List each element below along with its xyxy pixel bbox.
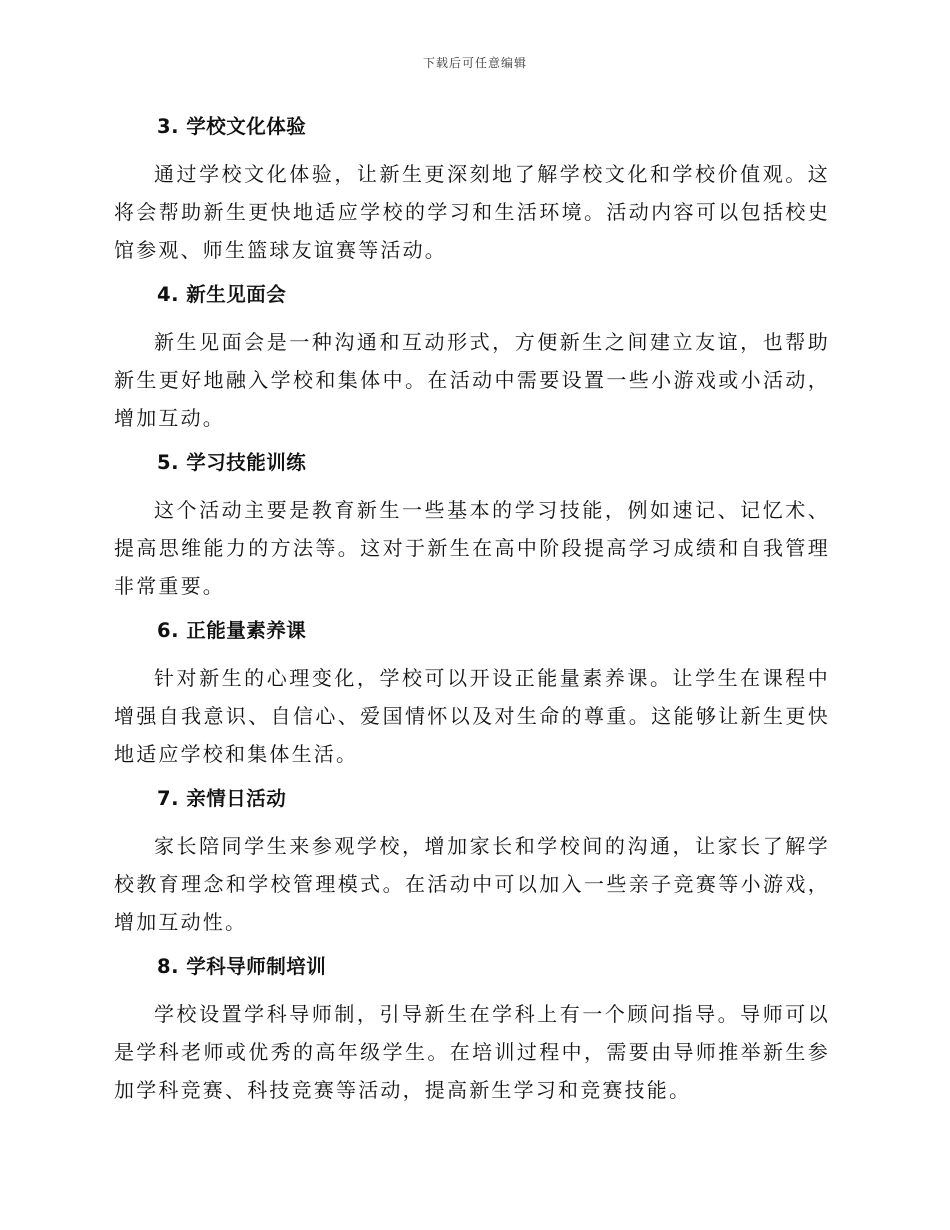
section-paragraph: 针对新生的心理变化，学校可以开设正能量素养课。让学生在课程中增强自我意识、自信心、爱国情怀以及对生命的尊重。这能够让新生更快地适应学校和集体生活。 bbox=[114, 666, 830, 766]
page-header-note: 下载后可任意编辑 bbox=[422, 56, 527, 70]
section-family-day bbox=[114, 782, 830, 941]
section-title: 6. 正能量素养课 bbox=[157, 619, 307, 642]
section-positive-energy-course bbox=[114, 614, 830, 773]
section-paragraph: 学校设置学科导师制，引导新生在学科上有一个顾问指导。导师可以是学科老师或优秀的高年级学生。在培训过程中，需要由导师推举新生参加学科竞赛、科技竞赛等活动，提高新生学习和竞赛技能。 bbox=[114, 1002, 830, 1102]
section-school-culture bbox=[114, 110, 830, 269]
section-title: 7. 亲情日活动 bbox=[157, 787, 287, 810]
section-paragraph: 这个活动主要是教育新生一些基本的学习技能，例如速记、记忆术、提高思维能力的方法等。这对于新生在高中阶段提高学习成绩和自我管理非常重要。 bbox=[114, 498, 830, 598]
section-title: 5. 学习技能训练 bbox=[157, 451, 307, 474]
section-title: 4. 新生见面会 bbox=[157, 283, 287, 306]
section-freshman-meeting bbox=[114, 278, 830, 437]
section-title: 8. 学科导师制培训 bbox=[157, 955, 327, 978]
document-body bbox=[114, 110, 830, 1109]
section-paragraph: 通过学校文化体验，让新生更深刻地了解学校文化和学校价值观。这将会帮助新生更快地适应学校的学习和生活环境。活动内容可以包括校史馆参观、师生篮球友谊赛等活动。 bbox=[114, 162, 830, 262]
section-study-skills bbox=[114, 446, 830, 605]
section-subject-mentor-training bbox=[114, 950, 830, 1109]
section-paragraph: 新生见面会是一种沟通和互动形式，方便新生之间建立友谊，也帮助新生更好地融入学校和集体中。在活动中需要设置一些小游戏或小活动，增加互动。 bbox=[114, 330, 830, 430]
section-paragraph: 家长陪同学生来参观学校，增加家长和学校间的沟通，让家长了解学校教育理念和学校管理模式。在活动中可以加入一些亲子竞赛等小游戏，增加互动性。 bbox=[114, 834, 830, 934]
section-title: 3. 学校文化体验 bbox=[157, 115, 307, 138]
